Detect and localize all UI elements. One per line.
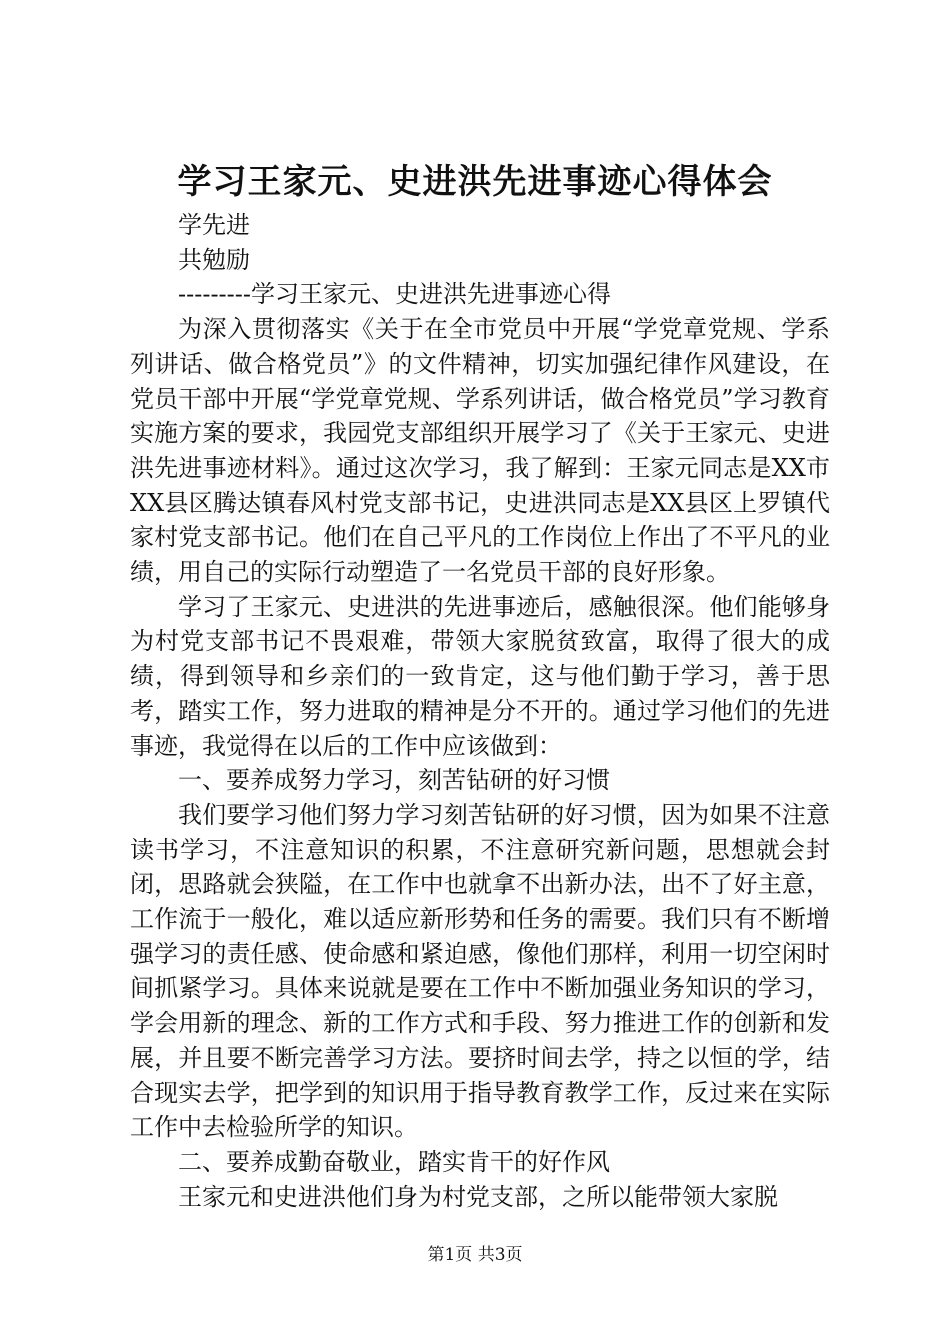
document-title: 学习王家元、史进洪先进事迹心得体会 (177, 162, 773, 202)
paragraph-3: 我们要学习他们努力学习刻苦钻研的好习惯，因为如果不注意读书学习，不注意知识的积累，不注意研究新问题，思想就会封闭，思路就会狭隘，在工作中也就拿不出新办法，出不了好主意，工作流于一般化，难以适应新形势和任务的需要。我们只有不断增强学习的责任感、使命感和紧迫感，像他们那样，利用一切空闲时间抓紧学习。具体来说就是要在工作中不断加强业务知识的学习，学会用新的理念、新的工作方式和手段、努力推进工作的创新和发展，并且要不断完善学习方法。要挤时间去学，持之以恒的学，结合现实去学，把学到的知识用于指导教育教学工作，反过来在实际工作中去检验所学的知识。 (130, 800, 830, 1142)
paragraph-2: 学习了王家元、史进洪的先进事迹后，感触很深。他们能够身为村党支部书记不畏艰难，带领大家脱贫致富，取得了很大的成绩，得到领导和乡亲们的一致肯定，这与他们勤于学习，善于思考，踏实工作，努力进取的精神是分不开的。通过学习他们的先进事迹，我觉得在以后的工作中应该做到： (130, 592, 830, 760)
subtitle-line-1: 学先进 (178, 211, 250, 239)
subtitle-line-3: ---------学习王家元、史进洪先进事迹心得 (178, 280, 611, 309)
subtitle-line-2: 共勉励 (178, 245, 250, 274)
section-heading-1: 一、要养成努力学习，刻苦钻研的好习惯 (178, 766, 610, 795)
paragraph-4: 王家元和史进洪他们身为村党支部，之所以能带领大家脱 (178, 1182, 778, 1211)
page-footer: 第1页 共3页 (427, 1245, 523, 1265)
section-heading-2: 二、要养成勤奋敬业，踏实肯干的好作风 (178, 1147, 610, 1176)
paragraph-1: 为深入贯彻落实《关于在全市党员中开展“学党章党规、学系列讲话、做合格党员”》的文件精神，切实加强纪律作风建设，在党员干部中开展“学党章党规、学系列讲话，做合格党员”学习教育实施方案的要求，我园党支部组织开展学习了《关于王家元、史进洪先进事迹材料》。通过这次学习，我了解到：王家元同志是XX市XX县区腾达镇春风村党支部书记，史进洪同志是XX县区上罗镇代家村党支部书记。他们在自己平凡的工作岗位上作出了不平凡的业绩，用自己的实际行动塑造了一名党员干部的良好形象。 (130, 315, 830, 587)
document-body (130, 208, 830, 1214)
